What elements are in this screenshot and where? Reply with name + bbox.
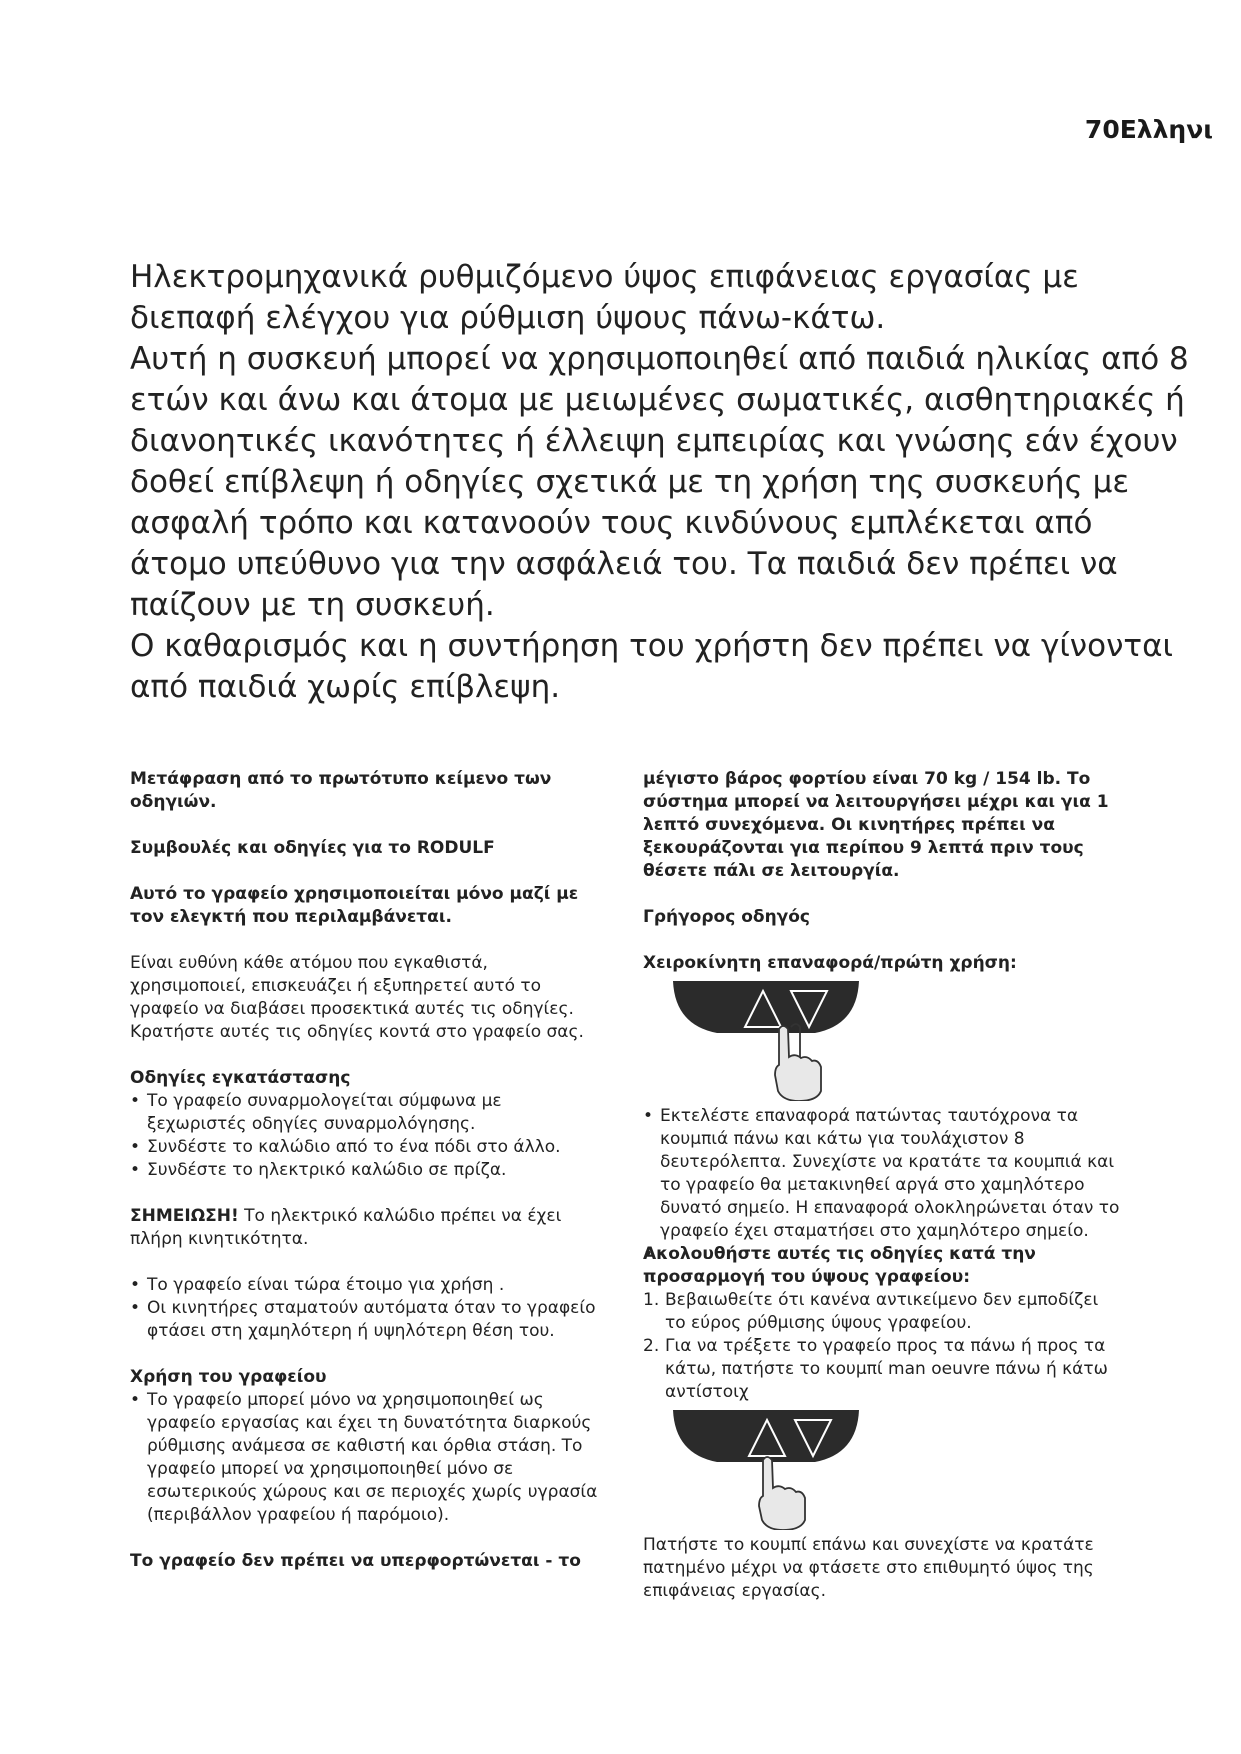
quick-guide-heading: Γρήγορος οδηγός bbox=[643, 907, 811, 927]
reset-heading: Χειροκίνητη επαναφορά/πρώτη χρήση: bbox=[643, 953, 1017, 973]
list-item: • Το γραφείο μπορεί μόνο να χρησιμοποιηθεί ως γραφείο εργασίας και έχει τη δυνατότητα διαρκούς ρύθμισης ανάμεσα σε καθιστή και όρθια στάση. Το γραφείο μπορεί να χρησιμοποιηθεί μόνο σε εσωτερικούς χώρους και σε περιοχές χωρίς υγρασία (περιβάλλον γραφείου ή παρόμοιο). bbox=[130, 1389, 600, 1527]
left-column bbox=[130, 768, 600, 1573]
use-heading: Χρήση του γραφείου bbox=[130, 1367, 327, 1387]
list-item: • Συνδέστε το ηλεκτρικό καλώδιο σε πρίζα. bbox=[130, 1159, 600, 1182]
responsibility-text: Είναι ευθύνη κάθε ατόμου που εγκαθιστά, χρησιμοποιεί, επισκευάζει ή εξυπηρετεί αυτό το γραφείο να διαβάσει προσεκτικά αυτές τις οδηγίες. Κρατήστε αυτές τις οδηγίες κοντά στο γραφείο σας. bbox=[130, 953, 584, 1042]
right-column bbox=[643, 768, 1123, 1603]
list-item bbox=[643, 1335, 1123, 1404]
list-item: • Το γραφείο συναρμολογείται σύμφωνα με ξεχωριστές οδηγίες συναρμολόγησης. bbox=[130, 1090, 600, 1136]
intro-text bbox=[130, 257, 1190, 708]
page-number: 70Ελληνι bbox=[1084, 115, 1213, 144]
overload-text: Το γραφείο δεν πρέπει να υπερφορτώνεται - το bbox=[130, 1551, 581, 1571]
reset-illustration bbox=[671, 979, 861, 1101]
tips-heading: Συμβουλές και οδηγίες για το RODULF bbox=[130, 838, 495, 858]
step-text: Βεβαιωθείτε ότι κανένα αντικείμενο δεν εμποδίζει το εύρος ρύθμισης ύψους γραφείου. bbox=[665, 1290, 1099, 1333]
note-paragraph bbox=[130, 1205, 600, 1251]
hand-icon bbox=[775, 1024, 821, 1101]
use-list bbox=[130, 1389, 600, 1527]
note-label: ΣΗΜΕΙΩΣΗ! bbox=[130, 1206, 239, 1226]
overload-text-cont: μέγιστο βάρος φορτίου είναι 70 kg / 154 lb. Το σύστημα μπορεί να λειτουργήσει μέχρι και για 1 λεπτό συνεχόμενα. Οι κινητήρες πρέπει να ξεκουράζονται για περίπου 9 λεπτά πριν τους θέσετε πάλι σε λειτουργία. bbox=[643, 769, 1109, 881]
controller-note: Αυτό το γραφείο χρησιμοποιείται μόνο μαζί με τον ελεγκτή που περιλαμβάνεται. bbox=[130, 884, 579, 927]
step-text: Για να τρέξετε το γραφείο προς τα πάνω ή προς τα κάτω, πατήστε το κουμπί man oeuvre πάνω ή κάτω αντίστοιχ bbox=[665, 1336, 1108, 1402]
list-item bbox=[643, 1289, 1123, 1335]
install-heading: Οδηγίες εγκατάστασης bbox=[130, 1068, 351, 1088]
hand-icon bbox=[759, 1457, 805, 1530]
list-item: • Συνδέστε το καλώδιο από το ένα πόδι στο άλλο. bbox=[130, 1136, 600, 1159]
adjust-heading: Ακολουθήστε αυτές τις οδηγίες κατά την προσαρμογή του ύψους γραφείου: bbox=[643, 1244, 1036, 1287]
list-item: • Οι κινητήρες σταματούν αυτόματα όταν το γραφείο φτάσει στη χαμηλότερη ή υψηλότερη θέση του. bbox=[130, 1297, 600, 1343]
adjust-steps bbox=[643, 1289, 1123, 1404]
intro-paragraph: Ο καθαρισμός και η συντήρηση του χρήστη δεν πρέπει να γίνονται από παιδιά χωρίς επίβλεψη. bbox=[130, 628, 1173, 705]
press-up-text: Πατήστε το κουμπί επάνω και συνεχίστε να κρατάτε πατημένο μέχρι να φτάσετε στο επιθυμητό ύψος της επιφάνειας εργασίας. bbox=[643, 1535, 1094, 1601]
install-list bbox=[130, 1090, 600, 1182]
intro-paragraph: Ηλεκτρομηχανικά ρυθμιζόμενο ύψος επιφάνειας εργασίας με διεπαφή ελέγχου για ρύθμιση ύψους πάνω-κάτω. bbox=[130, 259, 1079, 336]
reset-list bbox=[643, 1105, 1123, 1243]
step-number: 2. bbox=[643, 1336, 660, 1356]
note-text: Το ηλεκτρικό καλώδιο πρέπει να έχει πλήρη κινητικότητα. bbox=[130, 1206, 562, 1249]
translation-note: Μετάφραση από το πρωτότυπο κείμενο των οδηγιών. bbox=[130, 769, 552, 812]
up-button-illustration bbox=[671, 1408, 861, 1530]
step-number: 1. bbox=[643, 1290, 660, 1310]
list-item: • Το γραφείο είναι τώρα έτοιμο για χρήση . bbox=[130, 1274, 600, 1297]
list-item: • Εκτελέστε επαναφορά πατώντας ταυτόχρονα τα κουμπιά πάνω και κάτω για τουλάχιστον 8 δευτερόλεπτα. Συνεχίστε να κρατάτε τα κουμπιά και το γραφείο θα μετακινηθεί αργά στο χαμηλότερο δυνατό σημείο. Η επαναφορά ολοκληρώνεται όταν το γραφείο έχει σταματήσει στο χαμηλότερο σημείο. bbox=[643, 1105, 1123, 1243]
ready-list bbox=[130, 1274, 600, 1343]
intro-paragraph: Αυτή η συσκευή μπορεί να χρησιμοποιηθεί από παιδιά ηλικίας από 8 ετών και άνω και άτομα με μειωμένες σωματικές, αισθητηριακές ή διανοητικές ικανότητες ή έλλειψη εμπειρίας και γνώσης εάν έχουν δοθεί επίβλεψη ή οδηγίες σχετικά με τη χρήση της συσκευής με ασφαλή τρόπο και κατανοούν τους κινδύνους εμπλέκεται από άτομο υπεύθυνο για την ασφάλειά του. Τα παιδιά δεν πρέπει να παίζουν με τη συσκευή. bbox=[130, 341, 1189, 623]
